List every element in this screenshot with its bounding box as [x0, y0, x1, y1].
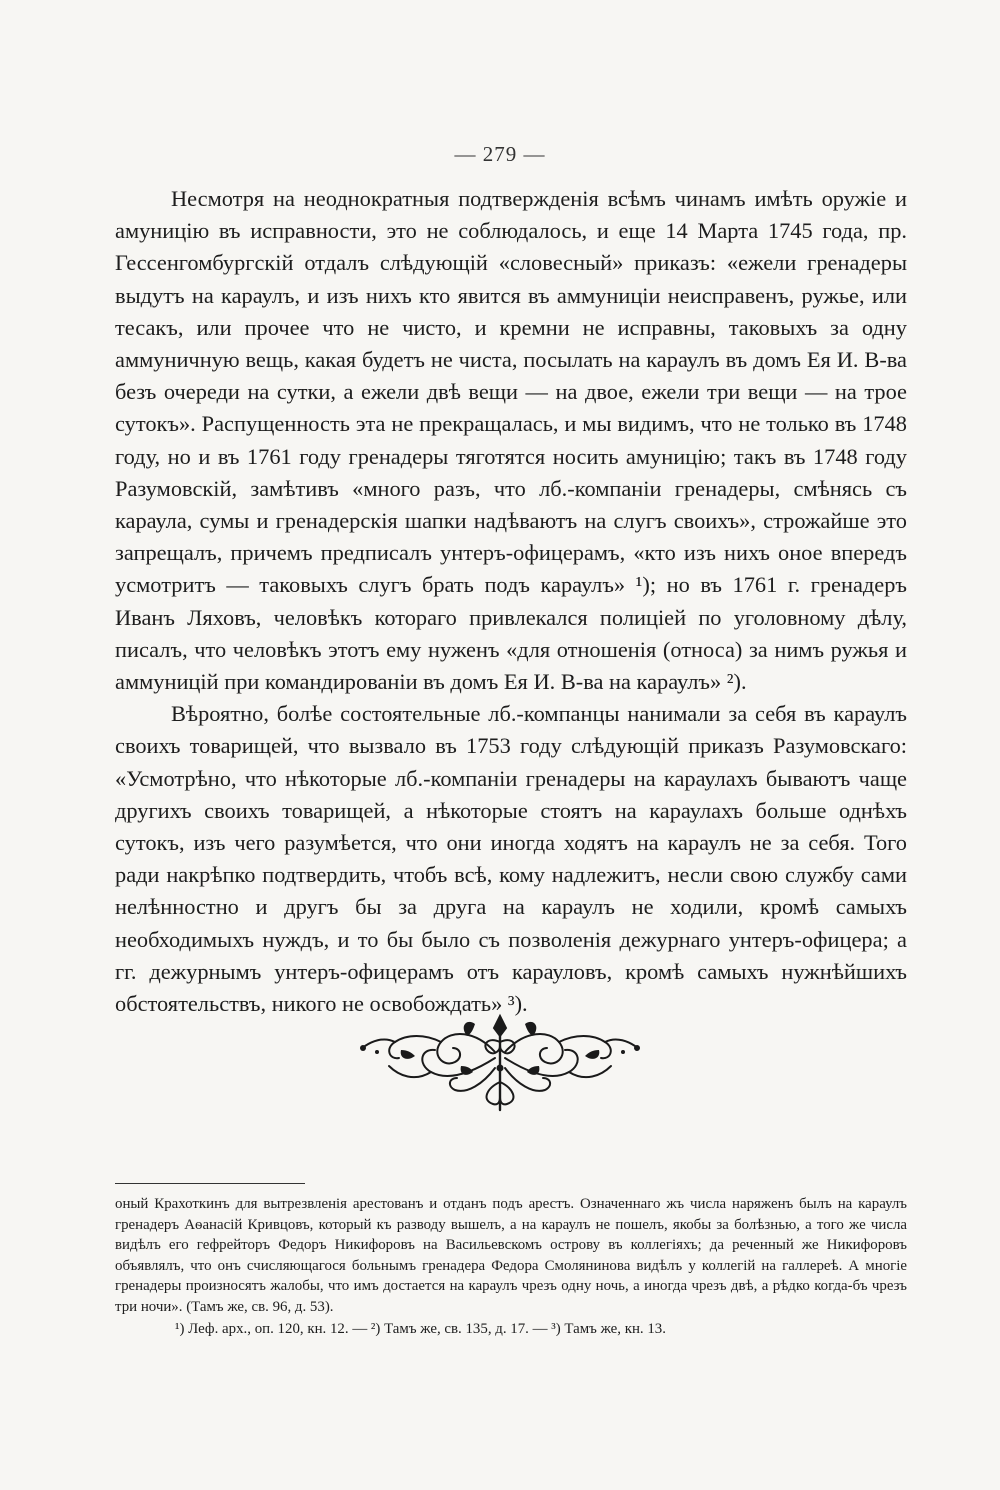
decorative-ornament — [355, 1012, 645, 1112]
page-number: — 279 — — [454, 142, 546, 166]
footnotes — [115, 1194, 907, 1339]
footnote-continuation: оный Крахоткинъ для вытрезвленія арестованъ и отданъ подъ арестъ. Означеннаго жъ числа наряженъ былъ на караулъ гренадеръ Аѳанасій Кривцовъ, который къ разводу вышелъ, а на караулъ не пошелъ, якобы за болѣзнью, а того же числа видѣлъ его гефрейторъ Федоръ Никифоровъ на Васильевскомъ острову въ коллегіяхъ; да реченный же Никифоровъ объявлялъ, что онъ счисляющагося больнымъ гренадера Федора Смолянинова видѣлъ у коллегій на галлереѣ. А многіе гренадеры произносятъ жалобы, что имъ достается на караулъ чрезъ одну ночь, а иногда чрезъ двѣ, а рѣдко когда-бъ чрезъ три ночи». (Тамъ же, св. 96, д. 53). — [115, 1196, 907, 1315]
paragraph: Несмотря на неоднократныя подтвержденія всѣмъ чинамъ имѣть оружіе и амуницію въ исправности, это не соблюдалось, и еще 14 Марта 1745 года, пр. Гессенгомбургскій отдалъ слѣдующій «словесный» приказъ: «ежели гренадеры выдутъ на караулъ, и изъ нихъ кто явится въ аммуниціи неисправенъ, ружье, или тесакъ, или прочее что не чисто, и кремни не исправны, таковыхъ за одну аммуничную вещь, какая будетъ не чиста, посылать на караулъ въ домъ Ея И. В-ва безъ очереди на сутки, а ежели двѣ вещи — на двое, ежели три вещи — на трое сутокъ». Распущенность эта не прекращалась, и мы видимъ, что не только въ 1748 году, но и въ 1761 году гренадеры тяготятся носить амуницію; такъ въ 1748 году Разумовскій, замѣтивъ «много разъ, что лб.-компаніи гренадеры, смѣнясь съ караула, сумы и гренадерскія шапки надѣваютъ на слугъ своихъ», строжайше это запрещалъ, причемъ предписалъ унтеръ-офицерамъ, «кто изъ нихъ оное впередъ усмотритъ — таковыхъ слугъ брать подъ караулъ» ¹); но въ 1761 г. гренадеръ Иванъ Ляховъ, человѣкъ котораго привлекался полиціей по уголовному дѣлу, писалъ, что человѣкъ этотъ ему нуженъ «для отношенія (относа) за нимъ ружья и аммуницій при командированіи въ домъ Ея И. В-ва на караулъ» ²). — [115, 186, 907, 695]
footnote-divider — [115, 1183, 305, 1184]
paragraph: Вѣроятно, болѣе состоятельные лб.-компанцы нанимали за себя въ караулъ своихъ товарищей, что вызвало въ 1753 году слѣдующій приказъ Разумовскаго: «Усмотрѣно, что нѣкоторые лб.-компаніи гренадеры на караулахъ бываютъ чаще другихъ своихъ товарищей, а нѣкоторые стоятъ на караулахъ больше однѣхъ сутокъ, изъ чего разумѣется, что они иногда ходятъ на караулъ не за себя. Того ради накрѣпко подтвердить, чтобъ всѣ, кому надлежитъ, несли свою службу сами нелѣнностно и другъ бы за друга на караулъ не ходили, кромѣ самыхъ необходимыхъ нуждъ, и то бы было съ позволенія дежурнаго унтеръ-офицера; а гг. дежурнымъ унтеръ-офицерамъ отъ карауловъ, кромѣ самыхъ нужнѣйшихъ обстоятельствъ, никого не освобождать» ³). — [115, 701, 907, 1017]
main-text — [115, 183, 907, 1020]
footnote-references: ¹) Леф. арх., оп. 120, кн. 12. — ²) Тамъ же, св. 135, д. 17. — ³) Тамъ же, кн. 13. — [175, 1320, 666, 1337]
